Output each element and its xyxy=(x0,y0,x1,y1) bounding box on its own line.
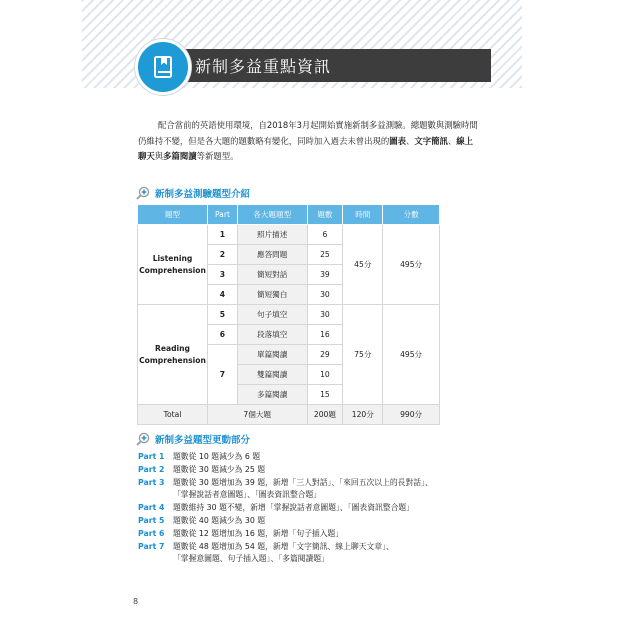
magnifier-plus-icon xyxy=(136,186,150,200)
question-count-cell: 6 xyxy=(307,225,343,245)
total-count-cell: 200題 xyxy=(307,405,343,425)
section-heading-text: 新制多益測驗題型介紹 xyxy=(155,189,251,200)
header-cell: 題數 xyxy=(307,205,343,225)
list-item xyxy=(138,541,488,567)
total-parts-cell: 7個大題 xyxy=(207,405,307,425)
part-cell: 1 xyxy=(207,225,237,245)
question-count-cell: 39 xyxy=(307,265,343,285)
section-heading-test-format xyxy=(136,186,250,200)
list-item xyxy=(138,477,488,503)
table-row xyxy=(138,225,440,245)
change-text: 題數維持 30 題不變，新增「掌握說話者意圖題」、「圖表資訊整合題」 xyxy=(173,503,414,513)
table-header-row xyxy=(138,205,440,225)
time-cell: 75分 xyxy=(343,305,383,405)
category-cell-listening: Listening Comprehension xyxy=(138,225,208,305)
question-count-cell: 30 xyxy=(307,285,343,305)
score-cell: 495分 xyxy=(383,305,440,405)
intro-line-1: 配合當前的英語使用環境，自2018年3月起開始實施新制多益測驗。總題數與測驗時間 xyxy=(158,120,478,130)
change-text: 題數從 10 題減少為 6 題 xyxy=(173,452,261,461)
question-count-cell: 30 xyxy=(307,305,343,325)
question-count-cell: 15 xyxy=(307,385,343,405)
question-type-cell: 雙篇閱讀 xyxy=(237,365,307,385)
change-part-label: Part 6 xyxy=(138,528,165,538)
change-text: 題數從 40 題減少為 30 題 xyxy=(173,515,266,525)
question-count-cell: 25 xyxy=(307,245,343,265)
list-item xyxy=(138,464,488,477)
question-type-cell: 照片描述 xyxy=(237,225,307,245)
part-cell: 2 xyxy=(207,245,237,265)
section-heading-text: 新制多益題型更動部分 xyxy=(155,435,251,446)
intro-line-2: 仍維持不變，但是各大題的題數略有變化，同時加入過去未曾出現的圖表、文字簡訊、線上 xyxy=(138,135,473,146)
header-cell: Part xyxy=(207,205,237,225)
question-count-cell: 16 xyxy=(307,325,343,345)
category-cell-reading: Reading Comprehension xyxy=(138,305,208,405)
change-text: 題數從 30 題減少為 25 題 xyxy=(173,464,266,474)
page-number: 8 xyxy=(133,597,139,606)
table-row xyxy=(138,305,440,325)
section-heading-changes xyxy=(136,432,250,446)
question-type-cell: 應答問題 xyxy=(237,245,307,265)
question-type-cell: 段落填空 xyxy=(237,325,307,345)
total-score-cell: 990分 xyxy=(383,405,440,425)
change-part-label: Part 5 xyxy=(138,515,165,525)
change-part-label: Part 2 xyxy=(138,464,165,474)
table-total-row xyxy=(138,405,440,425)
change-part-label: Part 1 xyxy=(138,452,165,461)
question-count-cell: 29 xyxy=(307,345,343,365)
question-type-cell: 單篇閱讀 xyxy=(237,345,307,365)
question-count-cell: 10 xyxy=(307,365,343,385)
change-text: 題數從 30 題增加為 39 題，新增「三人對話」、「來回五次以上的長對話」、 xyxy=(173,477,433,487)
header-cell: 各大題題型 xyxy=(237,205,307,225)
change-part-label: Part 4 xyxy=(138,503,165,513)
header-cell: 時間 xyxy=(343,205,383,225)
change-text: 「掌握說話者意圖題」、「圖表資訊整合題」 xyxy=(173,490,322,500)
magnifier-plus-icon xyxy=(136,432,150,446)
book-icon xyxy=(150,54,176,80)
test-format-table xyxy=(137,204,440,425)
total-time-cell: 120分 xyxy=(343,405,383,425)
list-item xyxy=(138,528,488,541)
list-item xyxy=(138,451,488,464)
change-part-label: Part 3 xyxy=(138,477,165,487)
header-cell: 題型 xyxy=(138,205,208,225)
part-cell: 7 xyxy=(207,345,237,405)
question-type-cell: 簡短獨白 xyxy=(237,285,307,305)
page-title: 新制多益重點資訊 xyxy=(171,49,491,82)
part-cell: 6 xyxy=(207,325,237,345)
list-item xyxy=(138,502,488,515)
change-text: 題數從 48 題增加為 54 題，新增「文字簡訊、線上聊天文章」、 xyxy=(173,541,394,551)
intro-paragraph xyxy=(138,118,488,165)
score-cell: 495分 xyxy=(383,225,440,305)
question-type-cell: 簡短對話 xyxy=(237,265,307,285)
question-type-cell: 多篇閱讀 xyxy=(237,385,307,405)
change-text: 「掌握意圖題、句子插入題」、「多篇閱讀題」 xyxy=(173,554,329,564)
time-cell: 45分 xyxy=(343,225,383,305)
change-part-label: Part 7 xyxy=(138,541,165,551)
title-icon-circle xyxy=(135,39,191,95)
changes-list xyxy=(138,451,488,566)
part-cell: 3 xyxy=(207,265,237,285)
header-cell: 分數 xyxy=(383,205,440,225)
part-cell: 5 xyxy=(207,305,237,325)
change-text: 題數從 12 題增加為 16 題，新增「句子插入題」 xyxy=(173,528,344,538)
list-item xyxy=(138,515,488,528)
part-cell: 4 xyxy=(207,285,237,305)
question-type-cell: 句子填空 xyxy=(237,305,307,325)
intro-line-3: 聊天與多篇閱讀等新題型。 xyxy=(138,151,239,161)
total-label-cell: Total xyxy=(138,405,208,425)
